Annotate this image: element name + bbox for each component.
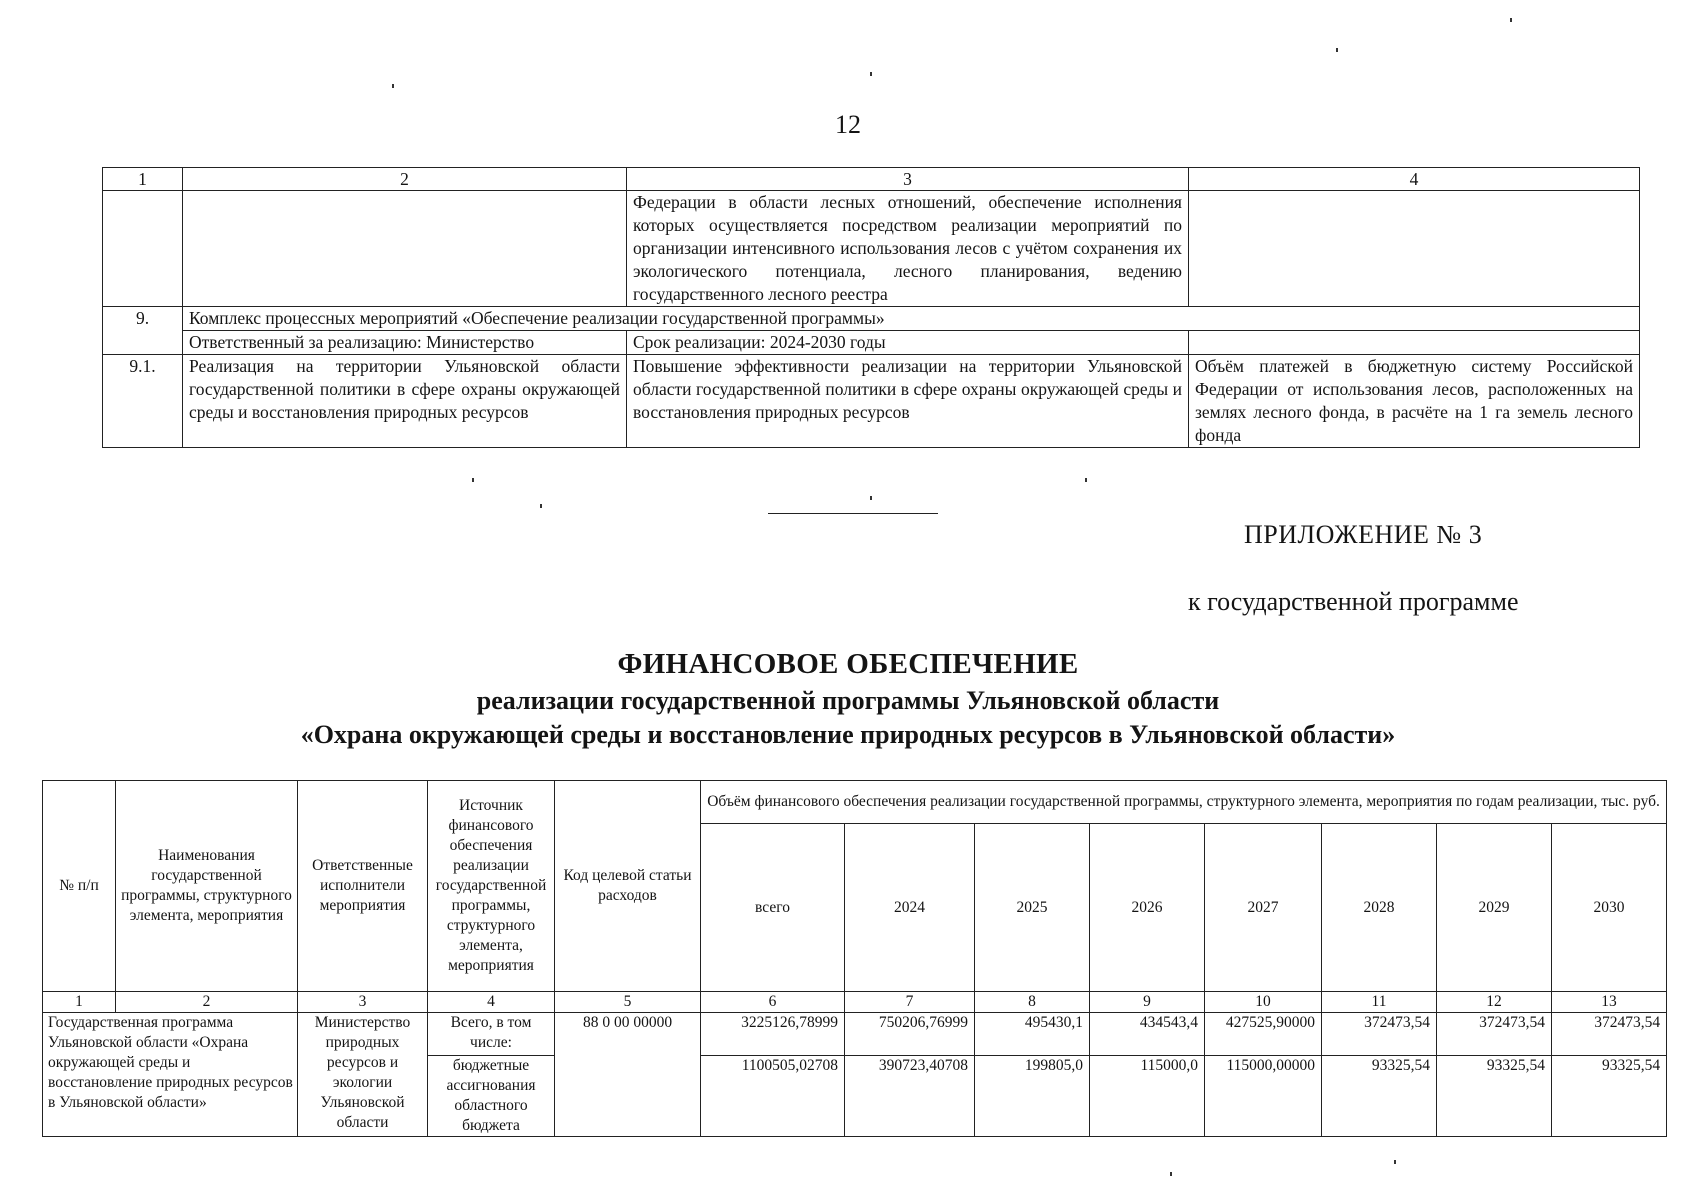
- scan-speck: [1336, 48, 1338, 52]
- column-number: 5: [555, 992, 701, 1013]
- program-executor: Министерство природных ресурсов и экологии Ульяновской области: [298, 1013, 428, 1137]
- finance-table: [42, 780, 1667, 1137]
- column-number: 3: [298, 992, 428, 1013]
- column-number: 4: [428, 992, 555, 1013]
- row-9-1-number: 9.1.: [103, 355, 183, 448]
- document-heading: ФИНАНСОВОЕ ОБЕСПЕЧЕНИЕ: [617, 648, 1079, 680]
- total-value: 372473,54: [1552, 1013, 1667, 1056]
- header-code: Код целевой статьи расходов: [555, 781, 701, 992]
- section-divider: [768, 513, 938, 514]
- continuation-row: [103, 191, 1640, 307]
- column-number: 8: [975, 992, 1090, 1013]
- scan-speck: [392, 84, 394, 88]
- total-value: 372473,54: [1322, 1013, 1437, 1056]
- appendix-title: ПРИЛОЖЕНИЕ № 3: [1244, 520, 1483, 549]
- column-number: 7: [845, 992, 975, 1013]
- top-header-cell: 2: [183, 168, 627, 191]
- header-year: 2027: [1205, 824, 1322, 992]
- scan-speck: [540, 504, 542, 508]
- header-num: № п/п: [43, 781, 116, 992]
- scan-speck: [472, 478, 474, 482]
- regional-value: 1100505,02708: [701, 1056, 845, 1137]
- column-number: 13: [1552, 992, 1667, 1013]
- row-9-responsible: Ответственный за реализацию: Министерство: [183, 331, 627, 355]
- column-number: 6: [701, 992, 845, 1013]
- column-number-row: [43, 992, 1667, 1013]
- page-number: 12: [835, 110, 861, 139]
- header-name: Наименования государственной программы, структурного элемента, мероприятия: [116, 781, 298, 992]
- column-number: 2: [116, 992, 298, 1013]
- column-number: 1: [43, 992, 116, 1013]
- header-year: 2028: [1322, 824, 1437, 992]
- total-value: 434543,4: [1090, 1013, 1205, 1056]
- total-value: 427525,90000: [1205, 1013, 1322, 1056]
- regional-value: 390723,40708: [845, 1056, 975, 1137]
- row-9-1-measure: Реализация на территории Ульяновской области государственной политики в сфере охраны окружающей среды и восстановления природных ресурсов: [183, 355, 627, 448]
- document-subheading: реализации государственной программы Ульяновской области: [476, 686, 1220, 715]
- row-9-title: Комплекс процессных мероприятий «Обеспечение реализации государственной программы»: [183, 307, 1640, 331]
- header-year: 2025: [975, 824, 1090, 992]
- scan-speck: [1510, 18, 1512, 22]
- header-source: Источник финансового обеспечения реализации государственной программы, структурного элемента, мероприятия: [428, 781, 555, 992]
- program-title: «Охрана окружающей среды и восстановление природных ресурсов в Ульяновской области»: [300, 720, 1396, 749]
- row-9-period: Срок реализации: 2024-2030 годы: [627, 331, 1189, 355]
- row-9-meta: [103, 331, 1640, 355]
- top-header-cell: 4: [1189, 168, 1640, 191]
- total-value: 495430,1: [975, 1013, 1090, 1056]
- regional-value: 115000,00000: [1205, 1056, 1322, 1137]
- regional-value: 115000,0: [1090, 1056, 1205, 1137]
- row-9-1-goal: Повышение эффективности реализации на территории Ульяновской области государственной политики в сфере охраны окружающей среды и восстановления природных ресурсов: [627, 355, 1189, 448]
- finance-header-row: [43, 781, 1667, 824]
- column-number: 9: [1090, 992, 1205, 1013]
- regional-value: 93325,54: [1437, 1056, 1552, 1137]
- top-header-cell: 3: [627, 168, 1189, 191]
- program-total-row: [43, 1013, 1667, 1056]
- regional-value: 199805,0: [975, 1056, 1090, 1137]
- column-number: 11: [1322, 992, 1437, 1013]
- total-value: 750206,76999: [845, 1013, 975, 1056]
- header-executors: Ответственные исполнители мероприятия: [298, 781, 428, 992]
- row-9-1: [103, 355, 1640, 448]
- header-year: 2030: [1552, 824, 1667, 992]
- header-year: всего: [701, 824, 845, 992]
- program-code: 88 0 00 00000: [555, 1013, 701, 1137]
- regional-value: 93325,54: [1322, 1056, 1437, 1137]
- source-regional: бюджетные ассигнования областного бюджета: [428, 1056, 555, 1137]
- total-value: 3225126,78999: [701, 1013, 845, 1056]
- top-header-cell: 1: [103, 168, 183, 191]
- program-name: Государственная программа Ульяновской области «Охрана окружающей среды и восстановление природных ресурсов в Ульяновской области»: [43, 1013, 298, 1137]
- row-9-number: 9.: [103, 307, 183, 355]
- scan-speck: [870, 496, 872, 500]
- scan-speck: [870, 72, 872, 76]
- header-volume-group: Объём финансового обеспечения реализации государственной программы, структурного элемента, мероприятия по годам реализации, тыс. руб.: [701, 781, 1667, 824]
- appendix-subtitle: к государственной программе: [1188, 587, 1519, 616]
- scan-speck: [1170, 1172, 1172, 1176]
- total-value: 372473,54: [1437, 1013, 1552, 1056]
- top-table: [102, 167, 1640, 448]
- row-9-1-indicator: Объём платежей в бюджетную систему Российской Федерации от использования лесов, расположенных на землях лесного фонда, в расчёте на 1 га земель лесного фонда: [1189, 355, 1640, 448]
- scan-speck: [1085, 478, 1087, 482]
- column-number: 10: [1205, 992, 1322, 1013]
- header-year: 2024: [845, 824, 975, 992]
- source-total: Всего, в том числе:: [428, 1013, 555, 1056]
- row-9: [103, 307, 1640, 331]
- scan-speck: [1394, 1160, 1396, 1164]
- continuation-text: Федерации в области лесных отношений, обеспечение исполнения которых осуществляется посредством реализации мероприятий по организации интенсивного использования лесов с учётом сохранения их экологического потенциала, лесного планирования, ведению государственного лесного реестра: [627, 191, 1189, 307]
- header-year: 2029: [1437, 824, 1552, 992]
- column-number: 12: [1437, 992, 1552, 1013]
- regional-value: 93325,54: [1552, 1056, 1667, 1137]
- top-table-header-row: [103, 168, 1640, 191]
- header-year: 2026: [1090, 824, 1205, 992]
